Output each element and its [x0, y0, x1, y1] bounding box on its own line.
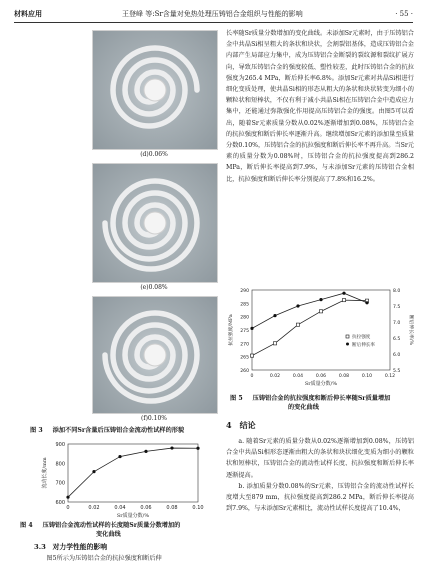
x-tick-label: 0.02	[88, 505, 100, 511]
left-y-axis-label: 抗拉强度/MPa	[229, 314, 234, 346]
x-axis-label: Sr质量分数/%	[116, 513, 150, 519]
data-point	[66, 496, 69, 499]
left-y-tick-label: 275	[240, 329, 249, 334]
figure5-chart	[226, 286, 416, 390]
elongation-point	[250, 327, 253, 330]
right-y-tick-label: 8.0	[393, 289, 401, 294]
figure5-title-2: 的变化曲线	[288, 404, 319, 411]
x-tick-label: 0	[66, 505, 70, 511]
elongation-point	[365, 301, 368, 304]
section-3-3-text	[34, 553, 230, 564]
data-point	[92, 470, 95, 473]
left-y-tick-label: 290	[240, 289, 249, 294]
left-y-tick-label: 265	[240, 355, 249, 361]
x-tick-label: 0	[250, 374, 254, 379]
running-header	[14, 8, 413, 20]
x-tick-label: 0.08	[166, 505, 178, 511]
x-tick-label: 0.06	[140, 505, 152, 511]
left-y-tick-label: 270	[240, 342, 249, 348]
figure5-title: 压铸铝合金的抗拉强度和断后伸长率随Sr质量增加	[252, 395, 391, 402]
tensile-strength-point	[342, 299, 345, 302]
figure4-chart	[38, 438, 208, 520]
tensile-strength-line	[252, 300, 367, 355]
elongation-point	[342, 292, 345, 295]
y-axis-label: 流动长度/mm	[42, 457, 48, 489]
data-point	[144, 450, 147, 453]
figure4-caption	[20, 521, 240, 539]
data-point	[170, 446, 173, 449]
y-tick-label: 800	[55, 461, 65, 468]
fluidity-sample-photo-f	[92, 296, 218, 414]
tensile-strength-point	[296, 323, 299, 326]
results-paragraph: 长率随Sr质量分数增加的变化曲线。未添加Sr元素时，由于压铸铝合金中共晶Si相呈粗大的条状和块状，会割裂铝基体，造成压铸铝合金内部产生局部应力集中，成为压铸铝合金断裂的裂纹源和裂纹扩展方向，导致压铸铝合金的强度较低、塑性较差，此时压铸铝合金的抗拉强度为265.4 MPa，断后伸长率6.8%。添加Sr元素对共晶Si相进行细化变质处理，使共晶Si相的形态从粗大的条状和块状转变为细小的颗粒状和短棒状，不仅有利于减小共晶Si相在压铸铝合金中造成应力集中，还能通过弥散强化作用提高压铸铝合金的强度。由图5可以看出，随着Sr元素质量分数从0.02%逐渐增加到0.08%，压铸铝合金的抗拉强度和断后伸长率逐渐升高。继续增加Sr元素的添加量至质量分数0.10%，压铸铝合金的抗拉强度和断后伸长率不再升高。当Sr元素的质量分数为0.08%时，压铸铝合金的抗拉强度提高到286.2 MPa，断后伸长率提高到7.9%，与未添加Sr元素的压铸铝合金相比，抗拉强度和断后伸长率分别提高了7.8%和16.2%。	[226, 30, 414, 183]
x-tick-label: 0.04	[114, 505, 126, 511]
fluidity-sample-photo-d	[92, 30, 218, 150]
x-tick-label: 0.10	[361, 374, 373, 379]
y-tick-label: 700	[55, 480, 65, 487]
right-column-text	[226, 28, 414, 185]
data-point	[196, 447, 199, 450]
series-line	[68, 448, 198, 497]
elongation-point	[296, 304, 299, 307]
x-tick-label: 0.10	[192, 505, 204, 511]
legend-marker-elongation	[346, 343, 349, 346]
figure5-caption	[230, 394, 416, 412]
y-tick-label: 600	[55, 500, 65, 506]
right-y-tick-label: 5.5	[393, 369, 401, 374]
left-y-tick-label: 260	[240, 369, 249, 374]
legend-elongation: 断后伸长率	[352, 343, 375, 348]
right-y-tick-label: 6.5	[393, 337, 401, 342]
left-y-tick-label: 280	[240, 315, 249, 321]
right-y-axis-label: 断后伸长率/%	[408, 314, 413, 346]
photo-caption-d: (d)0.06%	[140, 151, 168, 158]
right-y-tick-label: 6.0	[393, 353, 401, 358]
plot-frame	[252, 290, 390, 370]
figure4-number: 图 4	[20, 522, 33, 529]
x-tick-label: 0.04	[292, 374, 304, 379]
tensile-strength-point	[273, 342, 276, 345]
figure5-number: 图 5	[230, 395, 243, 402]
tensile-strength-point	[250, 354, 253, 357]
data-point	[118, 455, 121, 458]
figure3-number: 图 3	[30, 427, 43, 434]
figure3-title: 添加不同Sr含量后压铸铝合金流动性试样的形貌	[52, 427, 185, 434]
conclusion-a: a. 随着Sr元素的质量分数从0.02%逐渐增加到0.08%，压铸铝合金中共晶Si相形态逐渐由粗大的条状和块状细化变质为细小的颗粒状和短棒状，压铸铝合金的流动性试样长度、抗拉强度和断后伸长率逐渐提高。	[226, 438, 414, 479]
x-tick-label: 0.12	[384, 374, 396, 379]
header-rule	[14, 22, 413, 23]
page-number: · 55 ·	[395, 10, 413, 18]
legend-tensile: 抗拉强度	[352, 335, 371, 340]
x-tick-label: 0.08	[338, 374, 350, 379]
conclusion-text	[226, 436, 414, 514]
right-y-tick-label: 7.0	[393, 321, 401, 326]
figure4-title: 压铸铝合金流动性试样的长度随Sr质量分数增加的	[42, 522, 181, 529]
photo-caption-e: (e)0.08%	[140, 284, 168, 291]
conclusion-heading: 4 结论	[226, 420, 256, 430]
plot-frame	[68, 444, 198, 502]
article-title: 王登峰 等:Sr含量对免热处理压铸铝合金组织与性能的影响	[122, 10, 303, 18]
left-y-tick-label: 285	[240, 302, 249, 308]
tensile-strength-point	[319, 310, 322, 313]
photo-caption-f: (f)0.10%	[141, 415, 167, 422]
x-tick-label: 0.02	[269, 374, 281, 379]
figure4-title-2: 变化曲线	[96, 531, 121, 538]
conclusion-b: b. 添加质量分数0.08%的Sr元素，压铸铝合金的流动性试样长度增大至879 mm，抗拉强度提高到286.2 MPa，断后伸长率提高到7.9%，与未添加Sr元素相比，流动性试样长度提高了10.4%，	[226, 482, 414, 513]
x-axis-label: Sr质量分数/%	[304, 381, 338, 387]
right-y-tick-label: 7.5	[393, 305, 401, 310]
y-tick-label: 900	[55, 442, 65, 448]
elongation-line	[252, 293, 367, 328]
elongation-point	[273, 314, 276, 317]
elongation-point	[319, 298, 322, 301]
section-3-3-paragraph: 图5所示为压铸铝合金的抗拉强度和断后伸	[46, 555, 162, 562]
section-3-3-heading: 3.3 对力学性能的影响	[34, 543, 107, 551]
legend-marker-tensile	[346, 335, 349, 338]
fluidity-sample-photo-e	[92, 163, 218, 283]
figure3-caption	[30, 426, 240, 435]
journal-name: 材料应用	[14, 9, 42, 18]
x-tick-label: 0.06	[315, 374, 327, 379]
